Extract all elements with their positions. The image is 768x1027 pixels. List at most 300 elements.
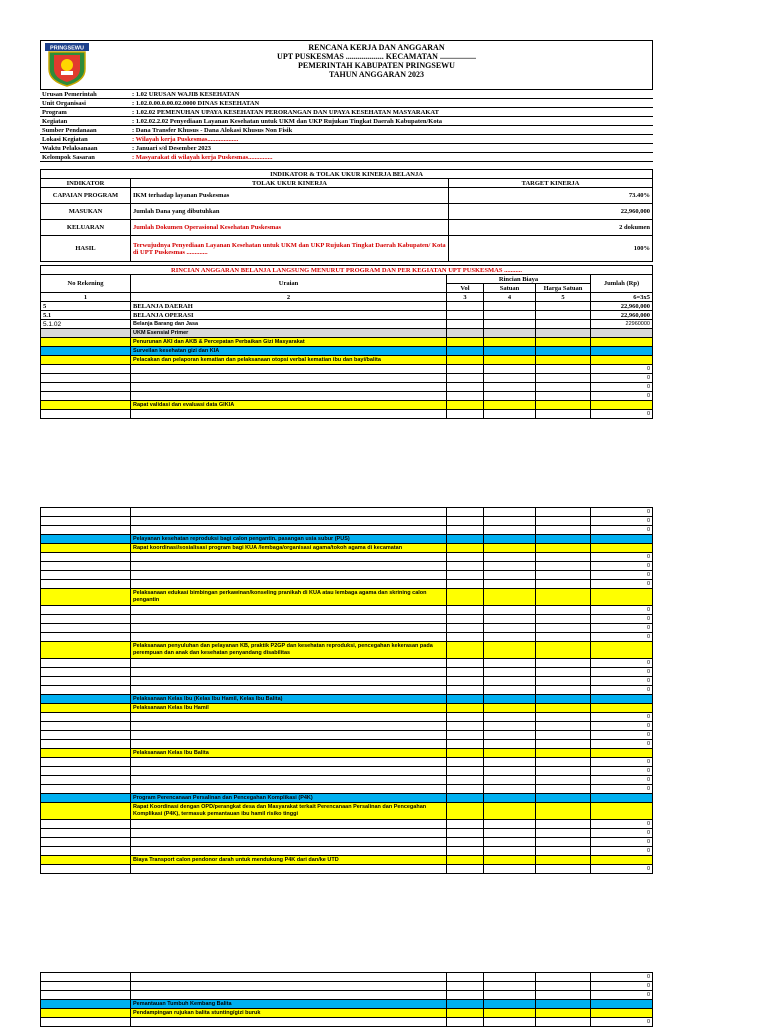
harga-satuan-cell [536, 820, 591, 829]
harga-satuan-cell [536, 624, 591, 633]
col-harga-satuan: Harga Satuan [536, 284, 591, 293]
table-row [41, 311, 653, 320]
harga-satuan-cell [536, 562, 591, 571]
jumlah-cell: 0 [591, 517, 653, 526]
rekening-cell [41, 973, 131, 982]
activity-row [41, 356, 653, 365]
table-row [41, 659, 653, 668]
uraian-cell: Pemantauan Tumbuh Kembang Balita [131, 1000, 447, 1009]
harga-satuan-cell [536, 356, 591, 365]
uraian-cell [131, 365, 447, 374]
table-row [41, 624, 653, 633]
satuan-cell [484, 571, 536, 580]
harga-satuan-cell [536, 571, 591, 580]
jumlah-cell: 0 [591, 580, 653, 589]
uraian-cell: Rapat validasi dan evaluasi data GIKIA [131, 401, 447, 410]
jumlah-cell [591, 544, 653, 553]
satuan-cell [484, 508, 536, 517]
activity-row [41, 1009, 653, 1018]
sub-program-row [41, 695, 653, 704]
table-row [41, 615, 653, 624]
harga-satuan-cell [536, 785, 591, 794]
jumlah-cell: 0 [591, 410, 653, 419]
satuan-cell [484, 749, 536, 758]
activity-row [41, 401, 653, 410]
uraian-cell [131, 410, 447, 419]
table-row [41, 829, 653, 838]
satuan-cell [484, 820, 536, 829]
uraian-cell: Pelayanan kesehatan reproduksi bagi calon pengantin, pasangan usia subur (PUS) [131, 535, 447, 544]
activity-row [41, 749, 653, 758]
vol-cell [447, 668, 484, 677]
harga-satuan-cell [536, 973, 591, 982]
jumlah-cell: 0 [591, 758, 653, 767]
col-tolak-ukur: TOLAK UKUR KINERJA [131, 179, 449, 188]
indikator-cell: HASIL [41, 236, 131, 262]
indikator-cell: MASUKAN [41, 204, 131, 220]
vol-cell [447, 365, 484, 374]
satuan-cell [484, 615, 536, 624]
uraian-cell [131, 526, 447, 535]
satuan-cell [484, 829, 536, 838]
satuan-cell [484, 982, 536, 991]
col-satuan: Satuan [484, 284, 536, 293]
satuan-cell [484, 740, 536, 749]
vol-cell [447, 311, 484, 320]
meta-value: : 1.02.02.2.02 Penyediaan Layanan Kesehatan untuk UKM dan UKP Rujukan Tingkat Daerah Kabupaten/Kota [130, 117, 653, 126]
vol-cell [447, 749, 484, 758]
meta-label: Urusan Pemerintah [40, 90, 130, 99]
satuan-cell [484, 633, 536, 642]
jumlah-cell: 0 [591, 624, 653, 633]
harga-satuan-cell [536, 758, 591, 767]
jumlah-cell [591, 803, 653, 820]
uraian-cell [131, 668, 447, 677]
indicator-title: INDIKATOR & TOLAK UKUR KINERJA BELANJA [41, 170, 653, 179]
jumlah-cell: 0 [591, 571, 653, 580]
rekening-cell [41, 749, 131, 758]
rekening-cell [41, 347, 131, 356]
rekening-cell: 5.1 [41, 311, 131, 320]
satuan-cell [484, 624, 536, 633]
rekening-cell [41, 856, 131, 865]
vol-cell [447, 347, 484, 356]
jumlah-cell: 0 [591, 767, 653, 776]
sub-program-row [41, 794, 653, 803]
table-row [41, 865, 653, 874]
table-row [41, 847, 653, 856]
satuan-cell [484, 677, 536, 686]
satuan-cell [484, 1000, 536, 1009]
jumlah-cell: 0 [591, 820, 653, 829]
vol-cell [447, 982, 484, 991]
jumlah-cell [591, 695, 653, 704]
satuan-cell [484, 1009, 536, 1018]
harga-satuan-cell [536, 776, 591, 785]
harga-satuan-cell [536, 838, 591, 847]
meta-row [40, 135, 653, 144]
uraian-cell: Pelacakan dan pelaporan kematian dan pelaksanaan otopsi verbal kematian ibu dan bayi/balita [131, 356, 447, 365]
satuan-cell [484, 803, 536, 820]
vol-cell [447, 517, 484, 526]
rekening-cell [41, 642, 131, 659]
uraian-cell [131, 740, 447, 749]
uraian-cell [131, 758, 447, 767]
harga-satuan-cell [536, 659, 591, 668]
meta-row [40, 108, 653, 117]
rincian-section [40, 265, 653, 419]
jumlah-cell: 0 [591, 847, 653, 856]
harga-satuan-cell [536, 401, 591, 410]
report-header [40, 40, 653, 90]
table-row [41, 677, 653, 686]
vol-cell [447, 856, 484, 865]
table-row [41, 767, 653, 776]
uraian-cell: BELANJA OPERASI [131, 311, 447, 320]
vol-cell [447, 838, 484, 847]
col-jumlah: Jumlah (Rp) [591, 275, 653, 293]
harga-satuan-cell [536, 794, 591, 803]
jumlah-cell: 0 [591, 713, 653, 722]
satuan-cell [484, 1018, 536, 1027]
num-6: 6=3x5 [591, 293, 653, 302]
tolak-ukur-cell: Jumlah Dana yang dibutuhkan [131, 204, 449, 220]
vol-cell [447, 785, 484, 794]
satuan-cell [484, 785, 536, 794]
table-row [41, 633, 653, 642]
report-titles [101, 43, 652, 79]
rekening-cell [41, 535, 131, 544]
rekening-cell [41, 767, 131, 776]
pringsewu-logo [45, 43, 89, 87]
rekening-cell [41, 1000, 131, 1009]
table-row [41, 686, 653, 695]
harga-satuan-cell [536, 856, 591, 865]
table-row [41, 571, 653, 580]
harga-satuan-cell [536, 740, 591, 749]
uraian-cell: Rapat koordinasi/sosialisasi program bagi KUA /lembaga/organisasi agama/tokoh agama di kecamatan [131, 544, 447, 553]
jumlah-cell: 0 [591, 740, 653, 749]
vol-cell [447, 865, 484, 874]
jumlah-cell: 0 [591, 776, 653, 785]
rekening-cell [41, 776, 131, 785]
table-row [41, 392, 653, 401]
vol-cell [447, 695, 484, 704]
vol-cell [447, 392, 484, 401]
meta-label: Kelompok Sasaran [40, 153, 130, 162]
rekening-cell [41, 847, 131, 856]
vol-cell [447, 973, 484, 982]
jumlah-cell [591, 329, 653, 338]
table-row [41, 820, 653, 829]
harga-satuan-cell [536, 410, 591, 419]
activity-row [41, 803, 653, 820]
uraian-cell: Pelaksanaan Kelas Ibu (Kelas Ibu Hamil, Kelas Ibu Balita) [131, 695, 447, 704]
meta-label: Program [40, 108, 130, 117]
uraian-cell [131, 677, 447, 686]
vol-cell [447, 606, 484, 615]
uraian-cell [131, 829, 447, 838]
indicator-row [41, 204, 653, 220]
uraian-cell [131, 615, 447, 624]
satuan-cell [484, 347, 536, 356]
activity-row [41, 856, 653, 865]
tolak-ukur-cell: Jumlah Dokumen Operasional Kesehatan Puskesmas [131, 220, 449, 236]
satuan-cell [484, 365, 536, 374]
uraian-cell [131, 571, 447, 580]
table-row [41, 562, 653, 571]
rekening-cell [41, 606, 131, 615]
satuan-cell [484, 865, 536, 874]
satuan-cell [484, 767, 536, 776]
vol-cell [447, 383, 484, 392]
table-row [41, 758, 653, 767]
rekening-cell [41, 991, 131, 1000]
harga-satuan-cell [536, 374, 591, 383]
meta-value: : 1.02.02 PEMENUHAN UPAYA KESEHATAN PERORANGAN DAN UPAYA KESEHATAN MASYARAKAT [130, 108, 653, 117]
meta-row [40, 153, 653, 162]
vol-cell [447, 731, 484, 740]
indikator-cell: KELUARAN [41, 220, 131, 236]
table-row [41, 991, 653, 1000]
vol-cell [447, 410, 484, 419]
satuan-cell [484, 722, 536, 731]
harga-satuan-cell [536, 982, 591, 991]
uraian-cell [131, 508, 447, 517]
title-line-3: PEMERINTAH KABUPATEN PRINGSEWU [298, 61, 455, 70]
vol-cell [447, 677, 484, 686]
satuan-cell [484, 606, 536, 615]
table-row [41, 365, 653, 374]
table-row [41, 517, 653, 526]
col-target: TARGET KINERJA [449, 179, 653, 188]
harga-satuan-cell [536, 1018, 591, 1027]
rekening-cell [41, 526, 131, 535]
harga-satuan-cell [536, 1000, 591, 1009]
vol-cell [447, 704, 484, 713]
uraian-cell: UKM Esensial Primer [131, 329, 447, 338]
meta-value: : 1.02 URUSAN WAJIB KESEHATAN [130, 90, 653, 99]
rekening-cell [41, 677, 131, 686]
jumlah-cell [591, 642, 653, 659]
col-no-rekening: No Rekening [41, 275, 131, 293]
rekening-cell [41, 820, 131, 829]
vol-cell [447, 544, 484, 553]
uraian-cell [131, 562, 447, 571]
rekening-cell [41, 374, 131, 383]
satuan-cell [484, 704, 536, 713]
rekening-cell [41, 758, 131, 767]
indicator-section [40, 169, 653, 262]
table-row [41, 580, 653, 589]
svg-text:PRINGSEWU: PRINGSEWU [50, 45, 84, 52]
vol-cell [447, 686, 484, 695]
indicator-row [41, 188, 653, 204]
vol-cell [447, 374, 484, 383]
harga-satuan-cell [536, 589, 591, 606]
vol-cell [447, 1009, 484, 1018]
uraian-cell [131, 865, 447, 874]
vol-cell [447, 722, 484, 731]
rekening-cell: 5 [41, 302, 131, 311]
uraian-cell [131, 580, 447, 589]
satuan-cell [484, 686, 536, 695]
harga-satuan-cell [536, 731, 591, 740]
jumlah-cell [591, 1009, 653, 1018]
vol-cell [447, 508, 484, 517]
rekening-cell [41, 794, 131, 803]
meta-value: : 1.02.0.00.0.00.02.0000 DINAS KESEHATAN [130, 99, 653, 108]
table-row [41, 553, 653, 562]
uraian-cell: Pelaksanaan Kelas Ibu Balita [131, 749, 447, 758]
satuan-cell [484, 776, 536, 785]
harga-satuan-cell [536, 847, 591, 856]
harga-satuan-cell [536, 517, 591, 526]
budget-block-3 [40, 972, 653, 1027]
rekening-cell [41, 1009, 131, 1018]
table-row [41, 320, 653, 329]
vol-cell [447, 562, 484, 571]
uraian-cell: Program Perencanaan Persalinan dan Pencegahan Komplikasi (P4K) [131, 794, 447, 803]
meta-row [40, 126, 653, 135]
satuan-cell [484, 562, 536, 571]
satuan-cell [484, 401, 536, 410]
harga-satuan-cell [536, 615, 591, 624]
jumlah-cell: 0 [591, 982, 653, 991]
satuan-cell [484, 659, 536, 668]
rekening-cell [41, 517, 131, 526]
harga-satuan-cell [536, 553, 591, 562]
satuan-cell [484, 410, 536, 419]
satuan-cell [484, 589, 536, 606]
satuan-cell [484, 713, 536, 722]
col-indikator: INDIKATOR [41, 179, 131, 188]
meta-label: Unit Organisasi [40, 99, 130, 108]
rekening-cell [41, 785, 131, 794]
rekening-cell [41, 865, 131, 874]
rekening-cell [41, 713, 131, 722]
jumlah-cell [591, 704, 653, 713]
col-rincian-biaya: Rincian Biaya [447, 275, 591, 284]
jumlah-cell [591, 589, 653, 606]
vol-cell [447, 356, 484, 365]
sub-program-row [41, 535, 653, 544]
satuan-cell [484, 580, 536, 589]
vol-cell [447, 659, 484, 668]
satuan-cell [484, 329, 536, 338]
rekening-cell [41, 668, 131, 677]
uraian-cell [131, 982, 447, 991]
uraian-cell: Penurunan AKI dan AKB & Percepatan Perbaikan Gizi Masyarakat [131, 338, 447, 347]
jumlah-cell: 0 [591, 668, 653, 677]
uraian-cell [131, 659, 447, 668]
harga-satuan-cell [536, 338, 591, 347]
jumlah-cell: 0 [591, 973, 653, 982]
rincian-title: RINCIAN ANGGARAN BELANJA LANGSUNG MENURUT PROGRAM DAN PER KEGIATAN UPT PUSKESMAS ........... [41, 266, 653, 275]
harga-satuan-cell [536, 633, 591, 642]
vol-cell [447, 713, 484, 722]
rekening-cell [41, 544, 131, 553]
uraian-cell [131, 785, 447, 794]
satuan-cell [484, 374, 536, 383]
table-row [41, 776, 653, 785]
jumlah-cell: 0 [591, 659, 653, 668]
uraian-cell [131, 973, 447, 982]
satuan-cell [484, 383, 536, 392]
rekening-cell [41, 589, 131, 606]
vol-cell [447, 1018, 484, 1027]
vol-cell [447, 847, 484, 856]
harga-satuan-cell [536, 392, 591, 401]
num-2: 2 [131, 293, 447, 302]
sub-program-row [41, 347, 653, 356]
rekening-cell [41, 829, 131, 838]
vol-cell [447, 338, 484, 347]
satuan-cell [484, 794, 536, 803]
table-row [41, 383, 653, 392]
table-row [41, 740, 653, 749]
harga-satuan-cell [536, 329, 591, 338]
rekening-cell [41, 562, 131, 571]
uraian-cell: Pelaksanaan edukasi bimbingan perkawinan/konseling pranikah di KUA atau lembaga agama dan skrining calon pengantin [131, 589, 447, 606]
uraian-cell [131, 553, 447, 562]
jumlah-cell [591, 401, 653, 410]
harga-satuan-cell [536, 606, 591, 615]
rekening-cell [41, 338, 131, 347]
satuan-cell [484, 695, 536, 704]
harga-satuan-cell [536, 803, 591, 820]
vol-cell [447, 401, 484, 410]
vol-cell [447, 776, 484, 785]
jumlah-cell: 0 [591, 633, 653, 642]
vol-cell [447, 1000, 484, 1009]
rekening-cell [41, 392, 131, 401]
meta-row [40, 99, 653, 108]
target-cell: 22,960,000 [449, 204, 653, 220]
harga-satuan-cell [536, 544, 591, 553]
harga-satuan-cell [536, 302, 591, 311]
jumlah-cell: 0 [591, 553, 653, 562]
table-row [41, 785, 653, 794]
uraian-cell [131, 383, 447, 392]
tolak-ukur-cell: Terwujudnya Penyediaan Layanan Kesehatan untuk UKM dan UKP Rujukan Tingkat Daerah Kabupaten/ Kota di UPT Puskesmas ............. [131, 236, 449, 262]
rekening-cell [41, 740, 131, 749]
vol-cell [447, 794, 484, 803]
uraian-cell [131, 991, 447, 1000]
jumlah-cell: 0 [591, 838, 653, 847]
vol-cell [447, 624, 484, 633]
harga-satuan-cell [536, 704, 591, 713]
jumlah-cell: 0 [591, 686, 653, 695]
satuan-cell [484, 553, 536, 562]
jumlah-cell [591, 338, 653, 347]
title-line-1: RENCANA KERJA DAN ANGGARAN [308, 43, 445, 52]
vol-cell [447, 571, 484, 580]
jumlah-cell: 0 [591, 1018, 653, 1027]
satuan-cell [484, 356, 536, 365]
harga-satuan-cell [536, 526, 591, 535]
meta-value: : Masyarakat di wilayah kerja Puskesmas............... [130, 153, 653, 162]
jumlah-cell: 0 [591, 392, 653, 401]
rekening-cell [41, 624, 131, 633]
jumlah-cell: 0 [591, 722, 653, 731]
table-row [41, 526, 653, 535]
rekening-cell [41, 401, 131, 410]
sub-program-row [41, 1000, 653, 1009]
meta-row [40, 90, 653, 99]
vol-cell [447, 580, 484, 589]
table-row [41, 1018, 653, 1027]
